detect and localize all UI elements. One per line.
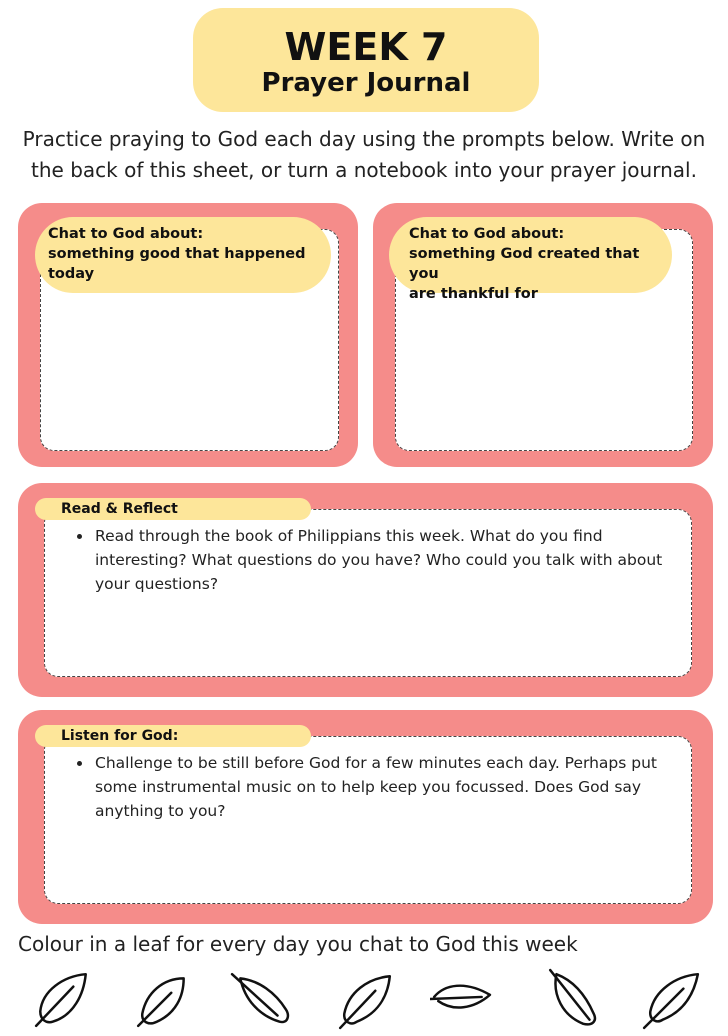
leaf-icon[interactable] [640,968,702,1030]
prompt-left-line-1: something good that happened [48,246,306,262]
read-reflect-bullets [73,524,693,596]
journal-subtitle: Prayer Journal [261,68,471,98]
leaf-icon[interactable] [230,968,292,1030]
leaf-icon[interactable] [430,968,492,1030]
listen-label: Listen for God: [35,725,311,747]
prompt-right-line-1: something God created that you [409,246,640,282]
prompt-right-heading: Chat to God about: [409,226,565,242]
leaf-icon[interactable] [334,968,396,1030]
read-reflect-label: Read & Reflect [35,498,311,520]
prompt-left-heading: Chat to God about: [48,226,204,242]
prompt-right-line-2: are thankful for [409,286,538,302]
listen-panel [18,710,713,924]
intro-line-1: Practice praying to God each day using the prompts below. Write on [22,127,706,151]
chat-panel-left [18,203,358,467]
chat-panel-right [373,203,713,467]
prompt-left-line-2: today [48,266,95,282]
leaf-icon[interactable] [132,968,194,1030]
intro-line-2: the back of this sheet, or turn a notebook into your prayer journal. [31,158,697,182]
read-reflect-bullet: • Read through the book of Philippians this week. What do you find interesting? What questions do you have? Who could you talk with about your questions? [93,524,693,596]
leaf-icon[interactable] [32,968,94,1030]
prompt-pill-right [389,217,672,302]
read-reflect-panel [18,483,713,697]
listen-bullet: • Challenge to be still before God for a few minutes each day. Perhaps put some instrumental music on to help keep you focussed. Does God say anything to you? [93,751,693,823]
title-badge [193,8,539,112]
leaf-icon[interactable] [544,968,606,1030]
intro-text [10,124,718,186]
listen-bullets [73,751,693,823]
prompt-pill-left [35,217,331,293]
leaf-instruction: Colour in a leaf for every day you chat to God this week [18,932,578,956]
week-title: WEEK 7 [284,25,448,69]
